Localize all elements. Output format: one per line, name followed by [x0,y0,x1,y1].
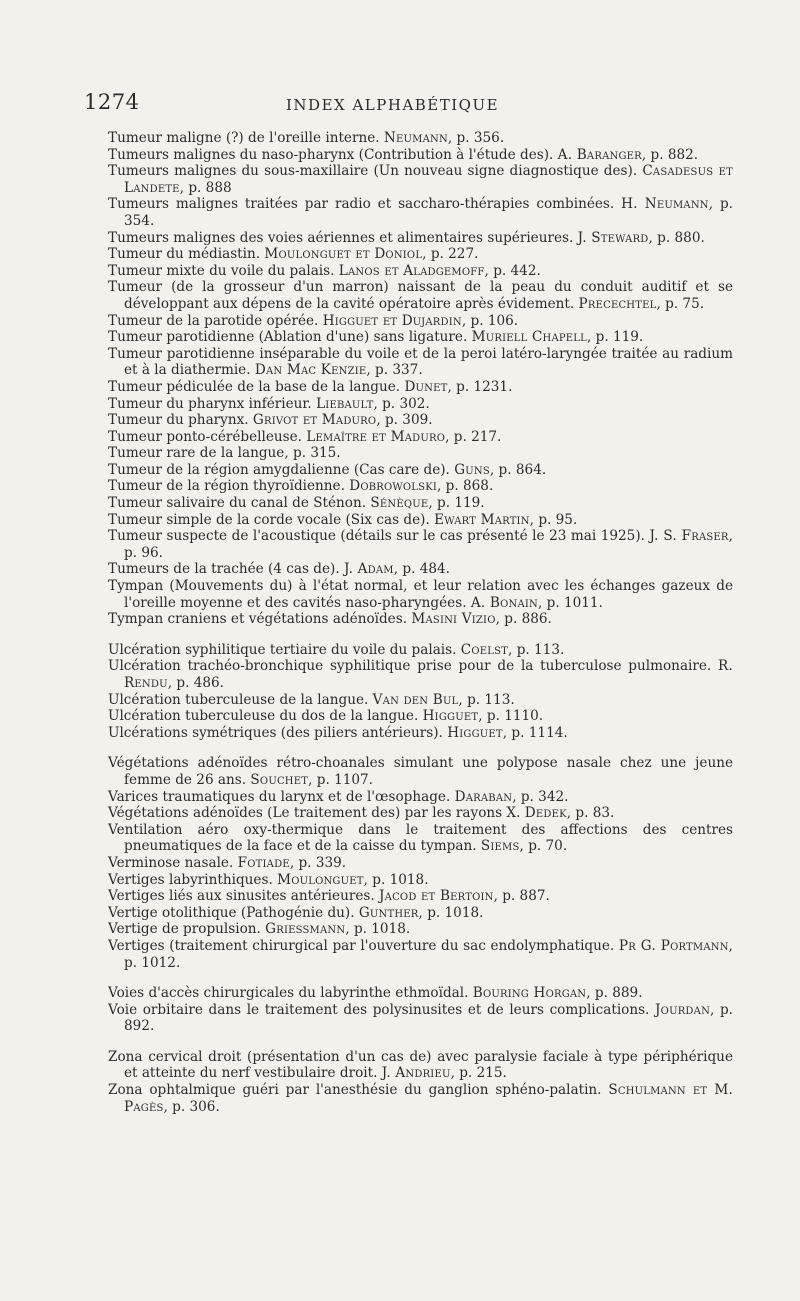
entry-page-ref: , p. 887. [493,888,550,905]
entry-subject: Tumeur de la région thyroïdienne. [108,478,345,495]
index-section [108,755,733,971]
entry-author: Dunet [404,378,448,395]
entry-subject: Ulcération syphilitique tertiaire du voile du palais. [108,641,457,658]
entry-author: Lanos et Aladgemoff [338,262,485,279]
entry-page-ref: , p. 75. [656,295,705,312]
entry-page-ref: , p. 119. [587,329,644,346]
index-entry [108,379,733,396]
index-entry [108,163,733,196]
entry-page-ref: , p. 70. [519,838,568,855]
index-entry [108,642,733,659]
entry-page-ref: , p. 356. [447,130,505,146]
entry-subject: Tumeur mixte du voile du palais. [108,262,335,279]
entry-subject: Ventilation aéro oxy-thermique dans le traitement des affections des centres pneumatiques de la face et de la caisse du tympan. [108,821,733,855]
entry-subject: Tumeur du médiastin. [108,246,261,263]
entry-author: R. Rendu [124,658,733,691]
entry-author: Guns [454,461,490,478]
index-entry [108,412,733,429]
index-entry [108,263,733,280]
entry-subject: Ulcération trachéo-bronchique syphilitique prise pour de la tuberculose pulmonaire. [108,658,712,675]
entry-page-ref: , p. 1110. [478,708,544,725]
entry-author: A. Bonain [470,594,538,611]
entry-page-ref: , p. 1018. [363,871,429,888]
index-entry [108,658,733,691]
index-section [108,130,733,628]
index-entry [108,822,733,855]
entry-page-ref: , p. 1011. [537,594,603,611]
entry-author: Neumann [383,130,448,146]
index-entry [108,805,733,822]
entry-page-ref: , p. 106. [461,312,519,329]
entry-author: Dedek [524,805,567,822]
index-entry [108,396,733,413]
entry-author: Gunther [358,904,419,921]
index-entry [108,692,733,709]
entry-subject: Tumeur de la région amygdalienne (Cas care de). [108,461,450,478]
entry-author: Grivot et Maduro [252,412,377,429]
entry-author: Lemaître et Maduro [306,428,446,445]
index-entry [108,329,733,346]
entry-subject: Tumeur de la parotide opérée. [108,312,319,329]
entry-subject: Vertiges labyrinthiques. [108,871,273,888]
entry-page-ref: , p. 1114. [502,724,568,741]
entry-author: Precechtel [578,295,657,312]
entry-page-ref: , p. 96. [124,528,733,561]
index-entry [108,478,733,495]
running-title: INDEX ALPHABÉTIQUE [286,96,500,114]
index-entry [108,611,733,628]
entry-page-ref: , p. 868. [437,478,494,495]
index-entry [108,1049,733,1082]
entry-author: Van den Bul [372,691,459,708]
entry-author: Dobrowolski [349,478,438,495]
entry-subject: Verminose nasale. [108,854,234,871]
entry-subject: Tumeur parotidienne (Ablation d'une) sans ligature. [108,329,468,346]
index-entry [108,708,733,725]
entry-page-ref: , p. 882. [641,146,699,163]
entry-page-ref: , p. 892. [124,1001,733,1035]
entry-page-ref: , p. 339. [289,854,347,871]
index-entry [108,905,733,922]
index-entry [108,755,733,788]
entry-page-ref: , p. 864. [489,461,547,478]
entry-subject: Voies d'accès chirurgicales du labyrinthe ethmoïdal. [108,985,469,1002]
entry-subject: Tumeur simple de la corde vocale (Six cas de). [108,511,430,528]
entry-author: Moulonguet [277,871,364,888]
entry-page-ref: , p. 119. [428,495,485,512]
entry-subject: Ulcération tuberculeuse du dos de la langue. [108,708,419,725]
entry-page-ref: , p. 442. [484,262,541,279]
index-entry [108,147,733,164]
entry-author: J. Andrieu [381,1065,451,1082]
entry-author: Dan Mac Kenzie [254,362,367,379]
index-entry [108,528,733,561]
entry-subject: Tumeur suspecte de l'acoustique (détails sur le cas présenté le 23 mai 1925). [108,528,645,545]
entry-page-ref: , p. 486. [167,675,224,691]
entry-page-ref: , p. 113. [508,641,565,658]
entry-author: Fotiade [237,854,290,871]
index-entry [108,855,733,872]
index-entry [108,789,733,806]
entry-author: Schulmann et M. Pagès [124,1082,733,1115]
entry-author: Souchet [250,771,309,788]
entry-author: Griessmann [265,921,346,938]
entry-subject: Tumeurs malignes du naso-pharynx (Contribution à l'étude des). [108,146,554,163]
entry-author: Ewart Martin [434,511,530,528]
entry-subject: Tumeur pédiculée de la base de la langue. [108,378,401,395]
entry-page-ref: , p. 113. [458,691,515,708]
entry-author: H. Neumann [621,196,709,213]
entry-page-ref: , p. 95. [529,511,578,528]
index-entry [108,938,733,971]
index-section [108,1049,733,1115]
index-entry [108,561,733,578]
index-entry [108,725,733,742]
entry-author: Moulonguet et Doniol [264,246,423,263]
index-entry [108,196,733,229]
entry-page-ref: , p. 217. [445,428,502,445]
entry-author: Jourdan [655,1001,711,1018]
entry-page-ref: , p. 880. [648,229,705,246]
entry-page-ref: , p. 337. [366,362,423,379]
entry-subject: Ulcérations symétriques (des piliers antérieurs). [108,724,443,741]
index-entry [108,246,733,263]
entry-author: Bouring Horgan [472,985,587,1002]
index-entry [108,462,733,479]
entry-subject: Tympan (Mouvements du) à l'état normal, et leur relation avec les échanges gazeux de l'oreille moyenne et des cavités naso-pharyngées. [108,578,733,611]
index-entry [108,1002,733,1035]
entry-subject: Tumeur (de la grosseur d'un marron) naissant de la peau du conduit auditif et se développant aux dépens de la cavité opératoire après évidement. [108,279,733,312]
entry-author: Liebault [316,395,374,412]
index-section [108,985,733,1035]
index-entry [108,888,733,905]
entry-page-ref: , p. 302. [373,395,430,412]
index-entry [108,1082,733,1115]
index-entry [108,578,733,611]
entry-author: Higguet et Dujardin [322,312,462,329]
entry-author: Masini Vizio [411,611,496,628]
entry-subject: Zona ophtalmique guéri par l'anesthésie du ganglion sphéno-palatin. [108,1082,602,1099]
entry-author: Daraban [454,788,513,805]
entry-author: J. S. Fraser [649,528,729,545]
index-entry [108,230,733,247]
entry-subject: Varices traumatiques du larynx et de l'œsophage. [108,788,451,805]
index-entry [108,512,733,529]
entry-page-ref: , p. 342. [512,788,569,805]
entry-page-ref: , p. 1012. [124,937,733,971]
entry-author: Higguet [422,708,479,725]
entry-author: Higguet [447,724,503,741]
entry-author: Siems [480,838,520,855]
entry-author: Jacod et Bertoin [379,888,494,905]
index-entry [108,985,733,1002]
entry-page-ref: , p. 1018. [345,921,411,938]
entry-page-ref: , p. 309. [376,412,433,429]
entry-page-ref: , p. 354. [124,196,733,229]
entry-page-ref: , p. 1107. [308,771,373,788]
entry-subject: Ulcération tuberculeuse de la langue. [108,691,369,708]
entry-subject: Tumeur parotidienne inséparable du voile et de la peroi latéro-laryngée traitée au radium et à la diathermie. [108,345,733,379]
page-number: 1274 [84,90,140,114]
index-entry [108,346,733,379]
entry-author: J. Steward [577,229,649,246]
index-entry [108,279,733,312]
entry-page-ref: , p. 889. [586,985,643,1002]
page-header [84,90,724,120]
entry-subject: Vertige otolithique (Pathogénie du). [108,904,355,921]
entry-subject: Tumeurs malignes des voies aériennes et alimentaires supérieures. [108,229,574,246]
entry-author: Casadesus et Landete [124,163,733,196]
entry-subject: Tumeurs de la trachée (4 cas de). [108,561,340,578]
index-entry [108,921,733,938]
entry-page-ref: , p. 306. [163,1098,220,1115]
entry-subject: Vertiges (traitement chirurgical par l'ouverture du sac endolymphatique. [108,937,615,954]
entry-page-ref: , p. 83. [566,805,615,822]
entry-subject: Tumeur salivaire du canal de Sténon. [108,495,367,512]
entry-page-ref: , p. 1018. [418,904,484,921]
index-entry [108,495,733,512]
entry-subject: Tumeur ponto-cérébelleuse. [108,428,302,445]
entry-subject: Végétations adénoïdes rétro-choanales simulant une polypose nasale chez une jeune femme de 26 ans. [108,755,733,788]
entry-page-ref: , p. 215. [450,1065,507,1082]
index-content [108,130,733,1129]
entry-subject: Tympan craniens et végétations adénoïdes. [108,611,408,628]
entry-author: J. Adam [343,561,394,578]
entry-page-ref: , p. 227. [422,246,479,263]
index-entry [108,130,733,147]
entry-subject: Tumeur du pharynx. [108,412,249,429]
index-entry [108,313,733,330]
entry-author: Coelst [460,641,509,658]
entry-author: Sénèque [370,495,429,512]
entry-page-ref: , p. 888 [179,179,232,196]
entry-page-ref: , p. 1231. [447,378,513,395]
entry-subject: Végétations adénoïdes (Le traitement des) par les rayons X. [108,805,521,822]
entry-page-ref: , p. 886. [495,611,552,628]
entry-subject: Vertiges liés aux sinusites antérieures. [108,888,375,905]
entry-subject: Voie orbitaire dans le traitement des polysinusites et de leurs complications. [108,1001,650,1018]
entry-subject: Vertige de propulsion. [108,921,261,938]
entry-author: A. Baranger [557,146,642,163]
index-entry [108,429,733,446]
entry-author: Muriell Chapell [471,329,587,346]
entry-subject: Tumeur maligne (?) de l'oreille interne. [108,130,380,146]
entry-subject: Tumeurs malignes traitées par radio et saccharo-thérapies combinées. [108,196,615,213]
entry-author: Pr G. Portmann [618,937,729,954]
index-entry [108,872,733,889]
index-section [108,642,733,742]
entry-subject: Zona cervical droit (présentation d'un cas de) avec paralysie faciale à type périphérique et atteinte du nerf vestibulaire droit. [108,1048,733,1082]
entry-page-ref: , p. 484. [393,561,450,578]
entry-subject: Tumeur du pharynx inférieur. [108,395,312,412]
entry-subject: Tumeur rare de la langue, p. 315. [108,445,341,462]
index-entry [108,445,733,462]
entry-subject: Tumeurs malignes du sous-maxillaire (Un nouveau signe diagnostique des). [108,163,638,180]
